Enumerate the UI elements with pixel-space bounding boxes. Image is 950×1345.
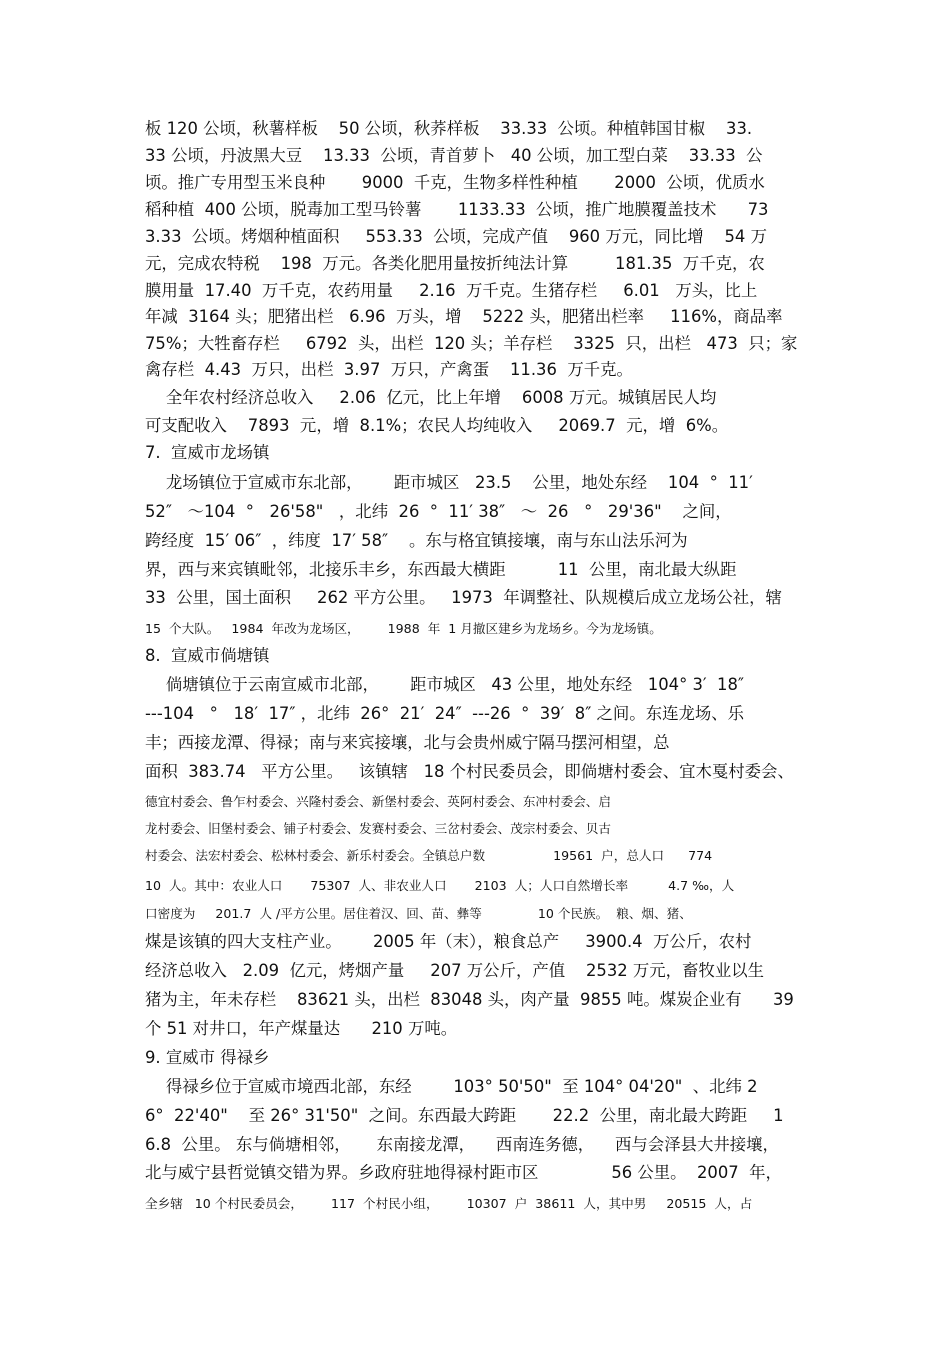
text-line: 稻种植 400 公顷，脱毒加工型马铃薯 1133.33 公顷，推广地膜覆盖技术 73 [145, 200, 769, 219]
text-line: 10 人。其中：农业人口 75307 人、非农业人口 2103 人；人口自然增长率 4.7 ‰，人 [145, 878, 735, 893]
text-line: 口密度为 201.7 人 /平方公里。居住着汉、回、苗、彝等 10 个民族。 粮、烟、猪、 [145, 906, 692, 921]
paragraph-start-line: 倘塘镇位于云南宣威市北部， 距市城区 43 公里，地处东经 104° 3′ 18″ [145, 675, 745, 694]
text-line: 跨经度 15′ 06″ ，纬度 17′ 58″ 。东与格宜镇接壤，南与东山法乐河为 [145, 531, 688, 550]
text-line: 禽存栏 4.43 万只，出栏 3.97 万只，产禽蛋 11.36 万千克。 [145, 360, 633, 379]
paragraph-start-line: 得禄乡位于宣威市境西北部，东经 103° 50'50" 至 104° 04'20" 、北纬 2 [145, 1077, 758, 1096]
text-line: 界，西与来宾镇毗邻，北接乐丰乡，东西最大横距 11 公里，南北最大纵距 [145, 560, 737, 579]
text-line: 顷。推广专用型玉米良种 9000 千克，生物多样性种植 2000 公顷，优质水 [145, 173, 765, 192]
text-line: 33 公顷，丹波黑大豆 13.33 公顷，青首萝卜 40 公顷，加工型白菜 33.33 公 [145, 146, 763, 165]
text-line: 北与威宁县哲觉镇交错为界。乡政府驻地得禄村距市区 56 公里。 2007 年， [145, 1163, 782, 1182]
text-line: 个 51 对井口，年产煤量达 210 万吨。 [145, 1019, 458, 1038]
text-line: 3.33 公顷。烤烟种植面积 553.33 公顷，完成产值 960 万元，同比增 54 万 [145, 227, 767, 246]
text-line: 丰；西接龙潭、得禄；南与来宾接壤，北与会贵州威宁隔马摆河相望，总 [145, 733, 670, 752]
text-line: 德宜村委会、鲁乍村委会、兴隆村委会、新堡村委会、英阿村委会、东冲村委会、启 [145, 794, 611, 809]
text-line: 膜用量 17.40 万千克，农药用量 2.16 万千克。生猪存栏 6.01 万头，比上 [145, 281, 758, 300]
text-line: 猪为主，年未存栏 83621 头，出栏 83048 头，肉产量 9855 吨。煤炭企业有 39 [145, 990, 794, 1009]
section-heading-tangtang: 8. 宣威市倘塘镇 [145, 646, 270, 665]
paragraph-start-line: 全年农村经济总收入 2.06 亿元，比上年增 6008 万元。城镇居民人均 [145, 388, 717, 407]
text-line: 52″ ～104 ° 26'58" ，北纬 26 ° 11′ 38″ ～ 26 ° 29'36" 之间， [145, 502, 732, 521]
text-line: 煤是该镇的四大支柱产业。 2005 年（末），粮食总产 3900.4 万公斤，农村 [145, 932, 752, 951]
text-line: 全乡辖 10 个村民委员会， 117 个村民小组， 10307 户 38611 人，其中男 20515 人，占 [145, 1196, 753, 1211]
text-line: 经济总收入 2.09 亿元，烤烟产量 207 万公斤，产值 2532 万元，畜牧业以生 [145, 961, 765, 980]
section-heading-delu: 9. 宣威市 得禄乡 [145, 1048, 270, 1067]
section-heading-longchang: 7. 宣威市龙场镇 [145, 443, 270, 462]
text-line: 75%；大牲畜存栏 6792 头，出栏 120 头；羊存栏 3325 只，出栏 473 只；家 [145, 334, 798, 353]
text-line: 年减 3164 头；肥猪出栏 6.96 万头，增 5222 头，肥猪出栏率 116%，商品率 [145, 307, 783, 326]
text-line: 15 个大队。 1984 年改为龙场区， 1988 年 1 月撤区建乡为龙场乡。今为龙场镇。 [145, 621, 662, 636]
text-line: 6° 22'40" 至 26° 31'50" 之间。东西最大跨距 22.2 公里，南北最大跨距 1 [145, 1106, 784, 1125]
paragraph-start-line: 龙场镇位于宣威市东北部， 距市城区 23.5 公里，地处东经 104 ° 11′ [145, 473, 753, 492]
text-line: 龙村委会、旧堡村委会、铺子村委会、发赛村委会、三岔村委会、茂宗村委会、贝古 [145, 821, 611, 836]
text-line: 6.8 公里。 东与倘塘相邻， 东南接龙潭， 西南连务德， 西与会泽县大井接壤， [145, 1135, 779, 1154]
text-line: ---104 ° 18′ 17″ ，北纬 26° 21′ 24″ ---26 ° 39′ 8″ 之间。东连龙场、乐 [145, 704, 745, 723]
text-line: 33 公里，国土面积 262 平方公里。 1973 年调整社、队规模后成立龙场公社，辖 [145, 588, 782, 607]
text-line: 元，完成农特税 198 万元。各类化肥用量按折纯法计算 181.35 万千克，农 [145, 254, 765, 273]
text-line: 板 120 公顷，秋薯样板 50 公顷，秋荞样板 33.33 公顷。种植韩国甘椒 33. [145, 119, 753, 138]
text-line: 面积 383.74 平方公里。 该镇辖 18 个村民委员会，即倘塘村委会、宜木戛村委会、 [145, 762, 794, 781]
text-line: 村委会、法宏村委会、松林村委会、新乐村委会。全镇总户数 19561 户，总人口 774 [145, 848, 713, 863]
text-line: 可支配收入 7893 元，增 8.1%；农民人均纯收入 2069.7 元，增 6%。 [145, 416, 729, 435]
